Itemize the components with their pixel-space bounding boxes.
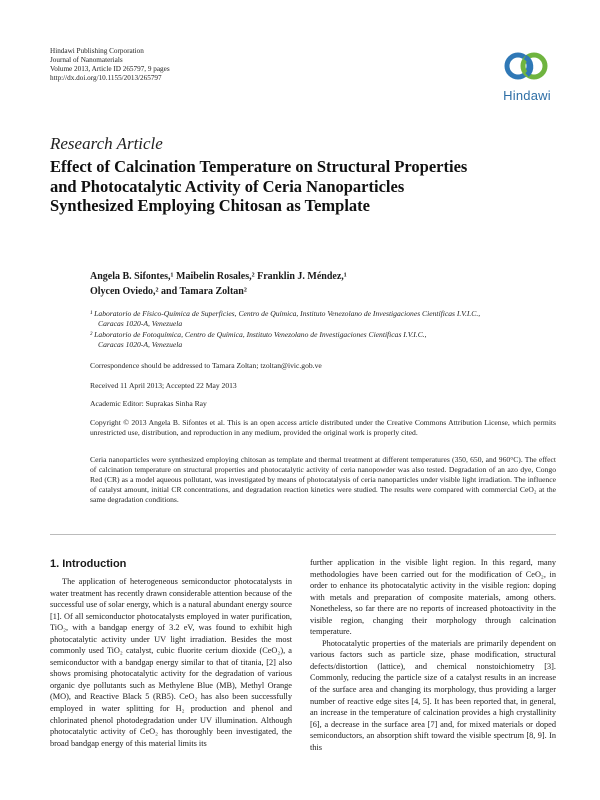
affiliation-2: ² Laboratorio de Fotoquímica, Centro de Química, Instituto Venezolano de Investigaciones Científicas I.V.I.C.,	[90, 329, 427, 339]
left-column	[50, 576, 292, 749]
affiliation-1: ¹ Laboratorio de Físico-Química de Superficies, Centro de Química, Instituto Venezolano de Investigaciones Científicas I.V.I.C.,	[90, 309, 481, 318]
hindawi-logo	[498, 46, 556, 106]
received-dates: Received 11 April 2013; Accepted 22 May 2013	[90, 381, 237, 390]
affiliations	[90, 309, 560, 351]
right-column	[310, 557, 556, 753]
paragraph: The application of heterogeneous semiconductor photocatalysts in water treatment has recently drawn considerable attention because of the successful use of solar energy, which is a natural abundant energy source [1]. Of all semiconductor photocatalysts employed in water purification, TiO₂, with a bandgap energy of 3.2 eV, was found to exhibit high photocatalytic activity under UV light irradiation. Besides the most commonly used TiO₂ catalyst, cubic fluorite cerium dioxide (CeO₂), a semiconductor with a bandgap energy similar to that of titania, [2] also shows promising photocatalytic activity for the degradation of various organic dye pollutants such as Methylene Blue (MB), Methyl Orange (MO), and Reactive Black 5 (RB5). CeO₂ has also been successfully employed in water splitting for H₂ production and phenol and chlorinated phenol photodegradation under UV illumination. Although photocatalytic activity of CeO₂ has thoroughly been investigated, the broad bandgap energy of this material limits its	[50, 577, 292, 748]
affiliation-1-city: Caracas 1020-A, Venezuela	[98, 319, 183, 329]
doi-link[interactable]: http://dx.doi.org/10.1155/2013/265797	[50, 74, 162, 82]
affiliation-2-city: Caracas 1020-A, Venezuela	[98, 340, 183, 350]
journal-name: Journal of Nanomaterials	[50, 56, 123, 64]
paragraph: Photocatalytic properties of the materials are primarily dependent on various factors such as particle size, phase modification, structural defects/distortion (lattice), and chemical nonstoichiometry [3]. Commonly, reducing the particle size of a catalyst results in an increase of the surface area and changing its morphology, thus providing a larger number of reactive edge sites [4, 5]. It has been reported that, in general, an increase in the temperature of calcination provides a high crystallinity [6], a decrease in the surface area [7] and, for mixed materials or doped semiconductors, an absorption shift toward the visible spectrum [8, 9]. In this	[310, 638, 556, 752]
hindawi-logo-icon	[498, 46, 556, 90]
correspondence-line: Correspondence should be addressed to Tamara Zoltan; tzoltan@ivic.gob.ve	[90, 361, 322, 370]
authors-line-1: Angela B. Sifontes,¹ Maibelin Rosales,² Franklin J. Méndez,¹	[90, 271, 347, 282]
divider	[50, 534, 556, 535]
copyright-notice: Copyright © 2013 Angela B. Sifontes et al. This is an open access article distributed under the Creative Commons Attribution License, which permits unrestricted use, distribution, and reproduction in any medium, provided the original work is properly cited.	[90, 418, 556, 437]
abstract: Ceria nanoparticles were synthesized employing chitosan as template and thermal treatment at different temperatures (350, 650, and 960°C). The effect of calcination temperature on structural properties and photocatalytic activity of ceria nanopowder was also tested. Degradation of an azo dye, Congo Red (CR) as a model aqueous pollutant, was investigated by means of photocatalysis of ceria nanoparticles under visible light irradiation. The influence of catalyst amount, initial CR concentrations, and degradation reaction kinetics were studied. The results were compared with commercial CeO₂ at the same degradation conditions.	[90, 455, 556, 504]
paragraph: further application in the visible light region. In this regard, many methodologies have been carried out for the modification of CeO₂, in order to enhance its photocatalytic activity in the visible region: doping with metals and preparation of composite materials, among others. Nonetheless, so far there are no reports of increased photoactivity in the visible region, changing their morphology through calcination temperature.	[310, 558, 556, 637]
author-list	[90, 269, 510, 299]
publisher-line: Hindawi Publishing Corporation	[50, 47, 144, 55]
journal-header	[50, 47, 170, 83]
article-type: Research Article	[50, 134, 163, 153]
academic-editor: Academic Editor: Suprakas Sinha Ray	[90, 399, 207, 408]
section-heading: 1. Introduction	[50, 558, 127, 570]
article-title: Effect of Calcination Temperature on Structural Properties and Photocatalytic Activity of Ceria Nanoparticles Synthesized Employing Chitosan as Template	[50, 157, 468, 215]
logo-wordmark: Hindawi	[503, 88, 551, 103]
authors-line-2: Olycen Oviedo,² and Tamara Zoltan²	[90, 286, 247, 297]
volume-line: Volume 2013, Article ID 265797, 9 pages	[50, 65, 170, 73]
